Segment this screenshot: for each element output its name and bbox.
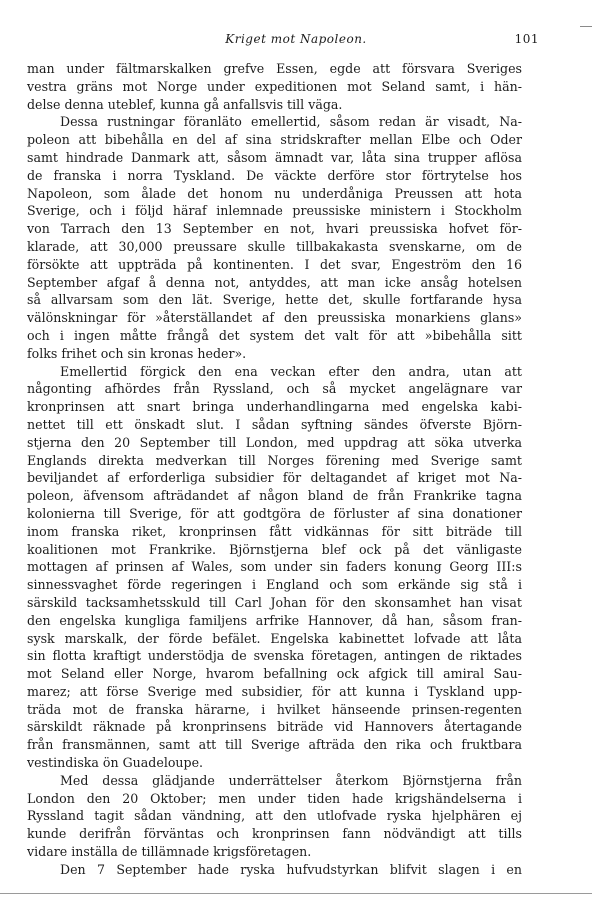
text-line: von Tarrach den 13 September en not, hvari preussiska hofvet för- <box>27 221 522 237</box>
text-line: kolonierna till Sverige, för att godtgöra de förluster af sina donationer <box>27 505 522 521</box>
text-line: inom franska riket, kronprinsen fått vidkännas för sitt biträde till <box>27 523 522 539</box>
text-line: särskild tacksamhetsskuld till Carl Johan för den skonsamhet han visat <box>27 594 522 610</box>
text-line: den engelska kungliga familjens arfrike Hannover, då han, såsom fran- <box>27 612 522 628</box>
text-line: nettet till ett önskadt slut. I sådan syftning sändes öfverste Björn- <box>27 416 522 432</box>
text-line: så allvarsam som den lät. Sverige, hette det, skulle fortfarande hysa <box>27 292 522 308</box>
text-line: London den 20 Oktober; men under tiden hade krigshändelserna i <box>27 790 522 806</box>
text-line: någonting afhördes från Ryssland, och så mycket angelägnare var <box>27 381 522 397</box>
text-line: Sverige, och i följd häraf inlemnade preussiske ministern i Stockholm <box>27 203 522 219</box>
text-line: sin flotta kraftigt understödja de svenska företagen, antingen de riktades <box>27 648 522 664</box>
text-line: och i ingen måtte frångå det system det valt för att »bibehålla sitt <box>27 327 522 343</box>
text-line: mottagen af prinsen af Wales, som under sin faders konung Georg III:s <box>27 559 522 575</box>
text-line: September afgaf å denna not, antyddes, att man icke ansåg hotelsen <box>27 274 522 290</box>
text-line: marez; att förse Sverige med subsidier, för att kunna i Tyskland upp- <box>27 683 522 699</box>
text-line: stjerna den 20 September till London, med uppdrag att söka utverka <box>27 434 522 450</box>
text-line: vestra gräns mot Norge under expeditionen mot Seland samt, i hän- <box>27 78 522 94</box>
text-line: man under fältmarskalken grefve Essen, egde att försvara Sveriges <box>27 61 522 76</box>
text-line: vestindiska ön Guadeloupe. <box>27 755 204 771</box>
text-line: välönskningar för »återställandet af den preussiska monarkiens glans» <box>27 310 522 326</box>
text-line: Emellertid förgick den ena veckan efter den andra, utan att <box>60 363 522 379</box>
text-line: beviljandet af erforderliga subsidier för deltagandet af kriget mot Na- <box>27 470 522 486</box>
text-line: poleon, äfvensom afträdandet af någon bland de från Frankrike tagna <box>27 488 522 504</box>
running-title: Kriget mot Napoleon. <box>225 32 367 46</box>
text-line: Med dessa glädjande underrättelser återkom Björnstjerna från <box>60 772 522 788</box>
text-line: klarade, att 30,000 preussare skulle tillbakakasta svenskarne, om de <box>27 238 522 254</box>
page-number: 101 <box>514 32 539 46</box>
text-line: sysk marskalk, der förde befälet. Engelska kabinettet lofvade att låta <box>27 630 522 646</box>
body-text <box>27 60 522 879</box>
text-line: de franska i norra Tyskland. De väckte derföre stor förtrytelse hos <box>27 167 522 183</box>
text-line: Den 7 September hade ryska hufvudstyrkan blifvit slagen i en <box>60 861 522 877</box>
top-edge-mark <box>580 26 592 27</box>
page-header <box>0 32 592 50</box>
text-line: mot Seland eller Norge, hvarom befallning ock afgick till amiral Sau- <box>27 666 522 682</box>
text-line: kunde derifrån förväntas och kronprinsen fann nödvändigt att tills <box>27 826 522 842</box>
text-line: poleon att bibehålla en del af sina stridskrafter mellan Elbe och Oder <box>27 132 522 148</box>
text-line: försökte att uppträda på kontinenten. I det svar, Engeström den 16 <box>27 256 522 272</box>
text-line: folks frihet och sin kronas heder». <box>27 345 247 361</box>
text-line: Napoleon, som ålade det honom nu underdåniga Preussen att hota <box>27 185 522 201</box>
text-line: kronprinsen att snart bringa underhandlingarna med engelska kabi- <box>27 399 522 415</box>
text-line: Dessa rustningar föranläto emellertid, såsom redan är visadt, Na- <box>60 114 522 130</box>
text-line: Englands direkta medverkan till Norges förening med Sverige samt <box>27 452 522 468</box>
text-line: träda mot de franska härarne, i hvilket hänseende prinsen-regenten <box>27 701 522 717</box>
bottom-edge-line <box>0 893 592 894</box>
text-line: Ryssland tagit sådan vändning, att den utlofvade ryska hjelphären ej <box>27 808 522 824</box>
text-line: sinnessvaghet förde regeringen i England och som erkände sig stå i <box>27 577 522 593</box>
text-line: koalitionen mot Frankrike. Björnstjerna blef ock på det vänligaste <box>27 541 522 557</box>
text-line: samt hindrade Danmark att, såsom ämnadt var, låta sina trupper aflösa <box>27 149 522 165</box>
text-line: från fransmännen, samt att till Sverige afträda den rika och fruktbara <box>27 737 522 753</box>
text-line: delse denna uteblef, kunna gå anfallsvis till väga. <box>27 96 343 112</box>
text-line: särskildt räknade på kronprinsens biträde vid Hannovers återtagande <box>27 719 522 735</box>
text-line: vidare inställa de tillämnade krigsföretagen. <box>27 844 312 860</box>
